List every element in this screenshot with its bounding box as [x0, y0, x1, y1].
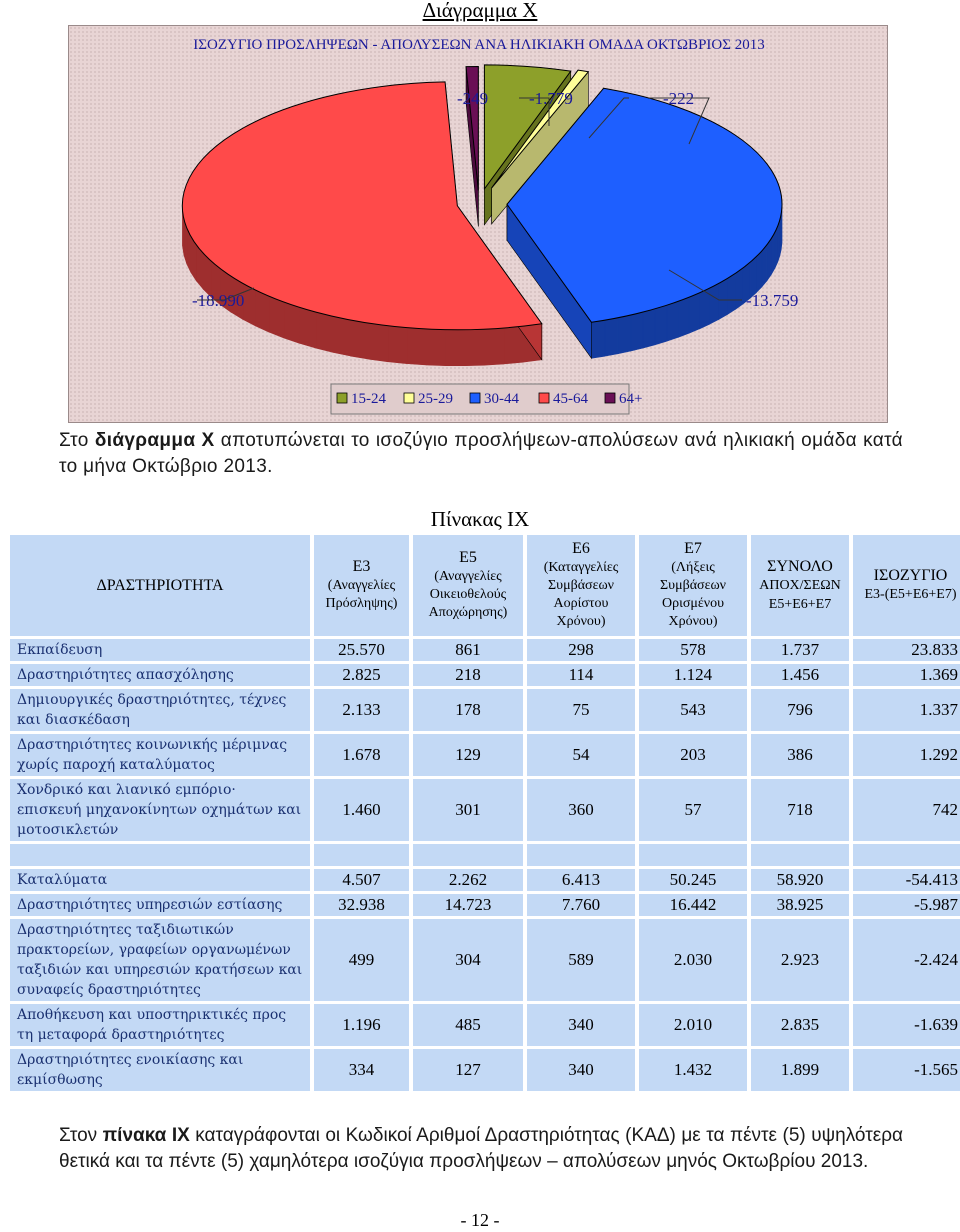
e3-cell: 2.825 [314, 664, 409, 686]
e3-cell: 1.678 [314, 734, 409, 776]
header-e7 [639, 535, 747, 636]
balance-cell: 23.833 [853, 639, 960, 661]
e6-cell: 6.413 [527, 869, 635, 891]
e7-cell: 2.030 [639, 919, 747, 1001]
balance-cell: 1.292 [853, 734, 960, 776]
e6-cell: 589 [527, 919, 635, 1001]
activity-cell: Δραστηριότητες υπηρεσιών εστίασης [10, 894, 310, 916]
page-number: - 12 - [460, 1210, 500, 1230]
total-cell: 718 [751, 779, 849, 841]
activity-cell: Δραστηριότητες κοινωνικής μέριμνας χωρίς παροχή καταλύματος [10, 734, 310, 776]
activity-cell: Εκπαίδευση [10, 639, 310, 661]
table-row [10, 689, 960, 731]
e6-cell: 340 [527, 1049, 635, 1091]
total-cell: 58.920 [751, 869, 849, 891]
table-row [10, 919, 960, 1001]
paragraph-text: Στον [59, 1125, 103, 1146]
diagram-title: Διάγραμμα Χ [422, 0, 538, 22]
e7-cell: 543 [639, 689, 747, 731]
e6-cell: 54 [527, 734, 635, 776]
pie-data-label: -249 [457, 89, 489, 108]
paragraph-table-description [59, 1123, 903, 1175]
table-row [10, 639, 960, 661]
e6-cell: 75 [527, 689, 635, 731]
legend-label: 45-64 [553, 391, 588, 407]
chart-title: ΙΣΟΖΥΓΙΟ ΠΡΟΣΛΗΨΕΩΝ - ΑΠΟΛΥΣΕΩΝ ΑΝΑ ΗΛΙΚΙΑΚΗ ΟΜΑΔΑ ΟΚΤΩΒΡΙΟΣ 2013 [193, 37, 765, 53]
header-code: Ε3 [352, 558, 371, 575]
e6-cell: 298 [527, 639, 635, 661]
header-line: Ε3-(Ε5+Ε6+Ε7) [864, 587, 957, 602]
e3-cell: 1.460 [314, 779, 409, 841]
e3-cell: 4.507 [314, 869, 409, 891]
empty-cell [853, 844, 960, 866]
legend-swatch [605, 393, 615, 403]
e6-cell: 360 [527, 779, 635, 841]
table-row [10, 1049, 960, 1091]
total-cell: 796 [751, 689, 849, 731]
activity-cell: Αποθήκευση και υποστηρικτικές προς τη μεταφορά δραστηριότητες [10, 1004, 310, 1046]
legend-label: 30-44 [484, 391, 519, 407]
e5-cell: 301 [413, 779, 523, 841]
header-line: ΣΥΝΟΛΟ [767, 557, 833, 575]
table-row [10, 664, 960, 686]
e3-cell: 2.133 [314, 689, 409, 731]
balance-cell: -2.424 [853, 919, 960, 1001]
e7-cell: 1.124 [639, 664, 747, 686]
legend-swatch [337, 393, 347, 403]
table-row [10, 779, 960, 841]
total-cell: 1.456 [751, 664, 849, 686]
e7-cell: 203 [639, 734, 747, 776]
balance-cell: -54.413 [853, 869, 960, 891]
legend-swatch [404, 393, 414, 403]
empty-cell [751, 844, 849, 866]
e6-cell: 7.760 [527, 894, 635, 916]
e6-cell: 340 [527, 1004, 635, 1046]
header-desc: (Αναγγελίες Οικειοθελούς Αποχώρησης) [428, 569, 508, 620]
header-balance [853, 535, 960, 636]
e7-cell: 2.010 [639, 1004, 747, 1046]
total-cell: 2.835 [751, 1004, 849, 1046]
header-desc: (Αναγγελίες Πρόσληψης) [325, 578, 398, 611]
e5-cell: 14.723 [413, 894, 523, 916]
e5-cell: 129 [413, 734, 523, 776]
balance-cell: -5.987 [853, 894, 960, 916]
pie-slice-64+ [466, 67, 478, 191]
legend-label: 15-24 [351, 391, 386, 407]
pie-data-label: -222 [663, 89, 695, 108]
header-code: Ε7 [684, 540, 702, 557]
e5-cell: 861 [413, 639, 523, 661]
empty-cell [639, 844, 747, 866]
e5-cell: 178 [413, 689, 523, 731]
paragraph-text: αποτυπώνεται το ισοζύγιο προσλήψεων-απολύσεων ανά ηλικιακή ομάδα κατά το μήνα Οκτώβριο 2013. [59, 430, 903, 477]
e7-cell: 16.442 [639, 894, 747, 916]
e5-cell: 127 [413, 1049, 523, 1091]
pie-data-label: -13.759 [746, 291, 799, 310]
e7-cell: 1.432 [639, 1049, 747, 1091]
legend-swatch [470, 393, 480, 403]
total-cell: 38.925 [751, 894, 849, 916]
empty-cell [527, 844, 635, 866]
total-cell: 386 [751, 734, 849, 776]
table-row [10, 869, 960, 891]
e5-cell: 485 [413, 1004, 523, 1046]
table-title: Πίνακας ΙΧ [430, 507, 530, 531]
total-cell: 1.899 [751, 1049, 849, 1091]
header-desc: (Καταγγελίες Συμβάσεων Αορίστου Χρόνου) [543, 560, 619, 629]
legend-swatch [539, 393, 549, 403]
header-e5 [413, 535, 523, 636]
activities-table [6, 532, 960, 1094]
balance-cell: 1.369 [853, 664, 960, 686]
table-row [10, 894, 960, 916]
paragraph-bold: διάγραμμα Χ [94, 430, 215, 451]
empty-cell [413, 844, 523, 866]
legend-label: 25-29 [418, 391, 453, 407]
header-e6 [527, 535, 635, 636]
table-row [10, 1004, 960, 1046]
paragraph-text: Στο [59, 430, 95, 451]
paragraph-bold: πίνακα ΙΧ [102, 1125, 190, 1146]
e5-cell: 218 [413, 664, 523, 686]
header-code: Ε5 [459, 549, 477, 566]
table-header-row [10, 535, 960, 636]
balance-cell: -1.639 [853, 1004, 960, 1046]
e6-cell: 114 [527, 664, 635, 686]
e3-cell: 25.570 [314, 639, 409, 661]
chart-legend [331, 384, 642, 414]
pie-chart [68, 25, 888, 423]
header-line: Ε5+Ε6+Ε7 [768, 596, 832, 612]
header-code: Ε6 [572, 540, 590, 557]
activity-cell: Δημιουργικές δραστηριότητες, τέχνες και διασκέδαση [10, 689, 310, 731]
balance-cell: 1.337 [853, 689, 960, 731]
total-cell: 2.923 [751, 919, 849, 1001]
pie-data-label: -18.990 [192, 291, 245, 310]
paragraph-text: καταγράφονται οι Κωδικοί Αριθμοί Δραστηριότητας (ΚΑΔ) με τα πέντε (5) υψηλότερα θετικά και τα πέντε (5) χαμηλότερα ισοζύγια προσλήψεων – απολύσεων μηνός Οκτωβρίου 2013. [59, 1125, 903, 1172]
header-e3 [314, 535, 409, 636]
balance-cell: 742 [853, 779, 960, 841]
table-body [10, 639, 960, 1091]
pie-slices [182, 65, 782, 366]
activity-cell: Δραστηριότητες ενοικίασης και εκμίσθωσης [10, 1049, 310, 1091]
header-line: ΑΠΟΧ/ΣΕΩΝ [759, 577, 841, 593]
header-total [751, 535, 849, 636]
header-desc: (Λήξεις Συμβάσεων Ορισμένου Χρόνου) [659, 560, 726, 629]
e3-cell: 32.938 [314, 894, 409, 916]
activity-cell: Δραστηριότητες ταξιδιωτικών πρακτορείων, γραφείων οργανωμένων ταξιδιών και υπηρεσιών κρατήσεων και συναφείς δραστηριότητες [10, 919, 310, 1001]
table-spacer-row [10, 844, 960, 866]
e7-cell: 57 [639, 779, 747, 841]
paragraph-diagram-description [59, 428, 903, 480]
legend-label: 64+ [619, 391, 643, 407]
e5-cell: 2.262 [413, 869, 523, 891]
e7-cell: 50.245 [639, 869, 747, 891]
activity-cell: Δραστηριότητες απασχόλησης [10, 664, 310, 686]
pie-data-label: -1.779 [529, 89, 573, 108]
e5-cell: 304 [413, 919, 523, 1001]
balance-cell: -1.565 [853, 1049, 960, 1091]
total-cell: 1.737 [751, 639, 849, 661]
empty-cell [314, 844, 409, 866]
e3-cell: 499 [314, 919, 409, 1001]
header-activity: ΔΡΑΣΤΗΡΙΟΤΗΤΑ [10, 535, 310, 636]
empty-cell [10, 844, 310, 866]
e3-cell: 1.196 [314, 1004, 409, 1046]
activity-cell: Χονδρικό και λιανικό εμπόριο· επισκευή μηχανοκίνητων οχημάτων και μοτοσικλετών [10, 779, 310, 841]
pie-chart-svg [69, 26, 889, 424]
e7-cell: 578 [639, 639, 747, 661]
table-row [10, 734, 960, 776]
activity-cell: Καταλύματα [10, 869, 310, 891]
header-line: ΙΣΟΖΥΓΙΟ [873, 567, 948, 584]
e3-cell: 334 [314, 1049, 409, 1091]
